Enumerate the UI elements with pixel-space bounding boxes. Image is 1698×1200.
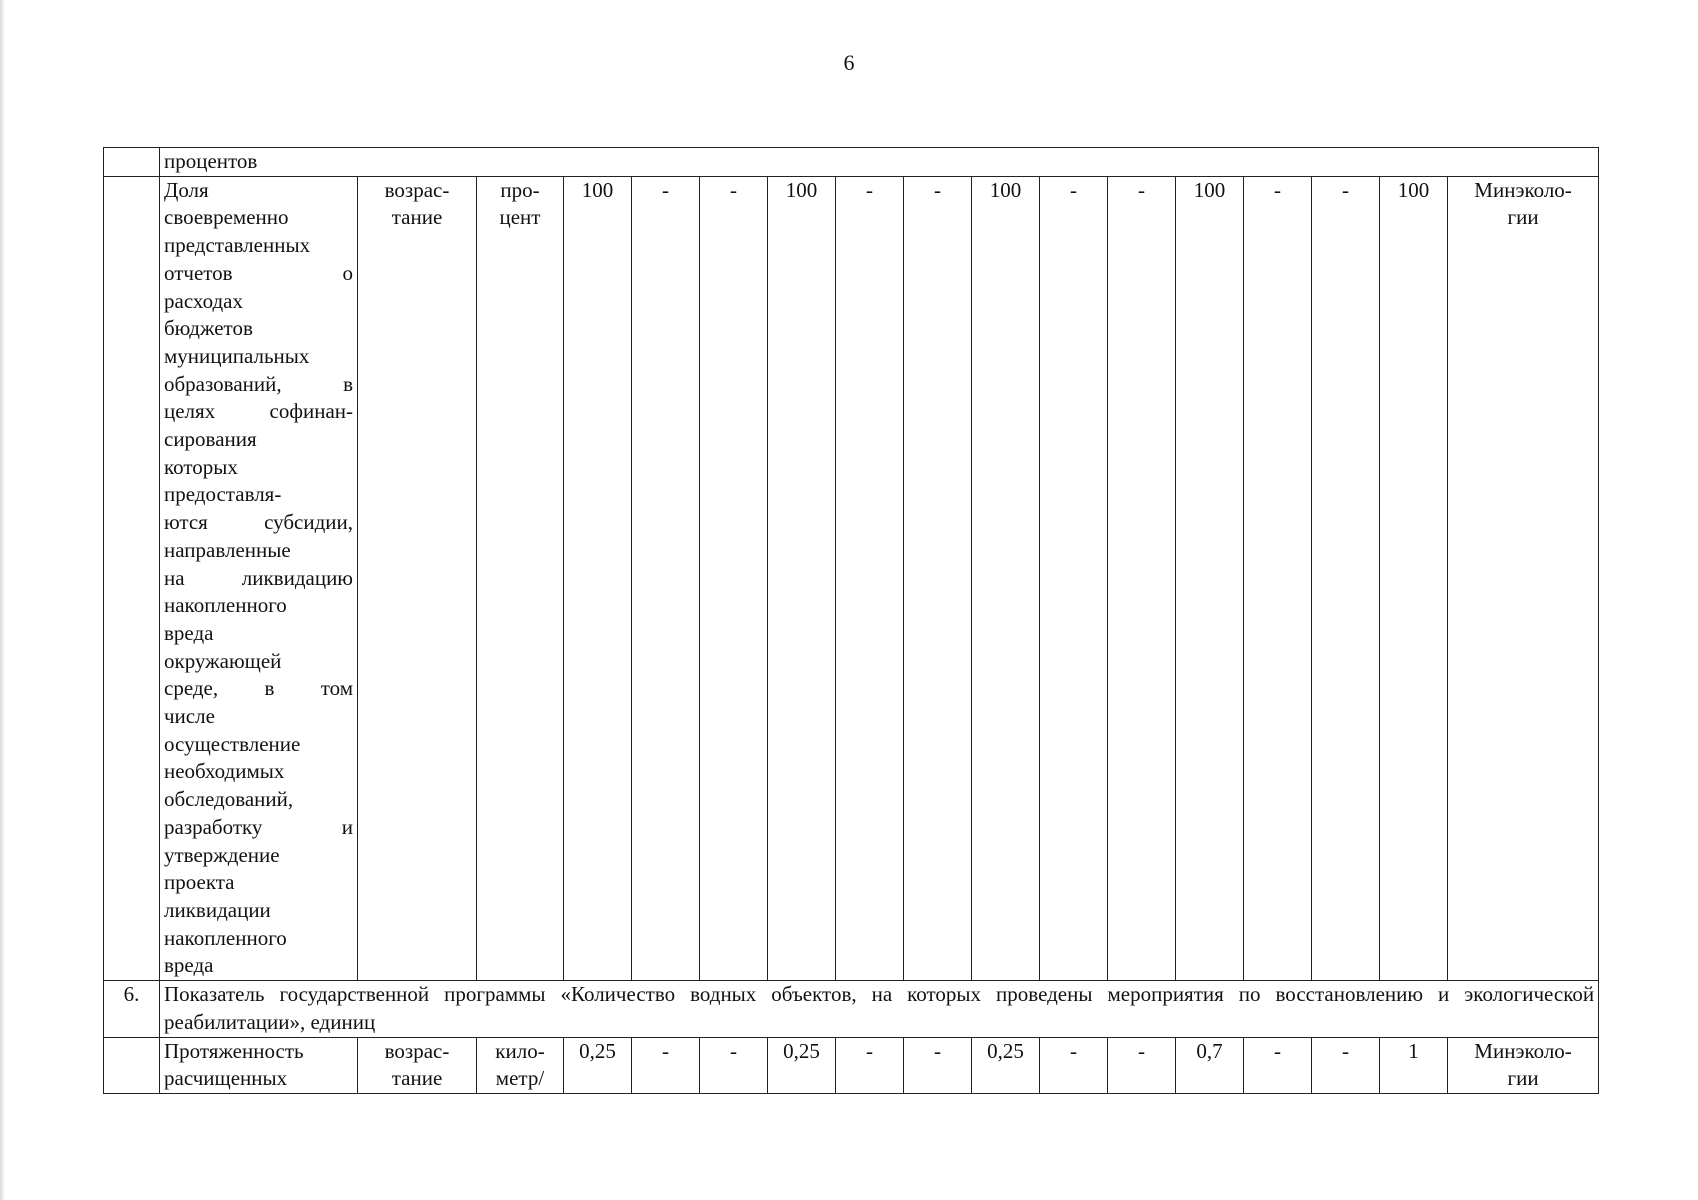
value-cell: 100 (1176, 176, 1244, 980)
value-cell: 0,25 (972, 1037, 1040, 1093)
value-cell: - (700, 176, 768, 980)
value-cell: 0,25 (564, 1037, 632, 1093)
table-row-section-6 (104, 981, 1599, 1037)
trend-cell: возрас- тание (358, 1037, 477, 1093)
value-cell: - (1040, 176, 1108, 980)
value-cell: 0,25 (768, 1037, 836, 1093)
value-cell: - (904, 176, 972, 980)
scan-edge (0, 0, 5, 1200)
row-number (104, 1037, 160, 1093)
table-row-indicator-1 (104, 176, 1599, 980)
value-cell: - (700, 1037, 768, 1093)
value-cell: 0,7 (1176, 1037, 1244, 1093)
value-cell: - (836, 176, 904, 980)
row-number: 6. (104, 981, 160, 1037)
value-cell: - (904, 1037, 972, 1093)
unit-cell: про- цент (477, 176, 564, 980)
continuation-text: процентов (160, 148, 1599, 177)
value-cell: 1 (1380, 1037, 1448, 1093)
value-cell: - (632, 176, 700, 980)
table-row-indicator-2 (104, 1037, 1599, 1093)
value-cell: - (1244, 176, 1312, 980)
value-cell: - (1244, 1037, 1312, 1093)
section-title: Показатель государственной программы «Количество водных объектов, на которых проведены мероприятия по восстановлению и экологической реабилитации», единиц (160, 981, 1599, 1037)
trend-cell: возрас- тание (358, 176, 477, 980)
value-cell: - (1040, 1037, 1108, 1093)
value-cell: 100 (972, 176, 1040, 980)
row-number (104, 176, 160, 980)
indicators-table (103, 147, 1599, 1094)
value-cell: - (632, 1037, 700, 1093)
value-cell: 100 (768, 176, 836, 980)
value-cell: 100 (1380, 176, 1448, 980)
value-cell: - (1312, 1037, 1380, 1093)
value-cell: - (1108, 176, 1176, 980)
indicator-name: Протяженность расчищенных (160, 1037, 358, 1093)
unit-cell: кило- метр/ (477, 1037, 564, 1093)
responsible-cell: Минэколо- гии (1448, 1037, 1599, 1093)
row-number (104, 148, 160, 177)
value-cell: 100 (564, 176, 632, 980)
page-number: 6 (843, 50, 855, 75)
value-cell: - (836, 1037, 904, 1093)
indicator-name: Доля своевременно представленных отчетов о расходах бюджетов муниципальных образований, в целях софинан- сирования которых предоставля- ются субсидии, направленные на ликвидацию накопленного вреда окружающей среде, в том числе осуществление необходимых обследований, разработку и утверждение проекта ликвидации накопленного вреда (160, 176, 358, 980)
table-row-continuation (104, 148, 1599, 177)
responsible-cell: Минэколо- гии (1448, 176, 1599, 980)
value-cell: - (1312, 176, 1380, 980)
value-cell: - (1108, 1037, 1176, 1093)
